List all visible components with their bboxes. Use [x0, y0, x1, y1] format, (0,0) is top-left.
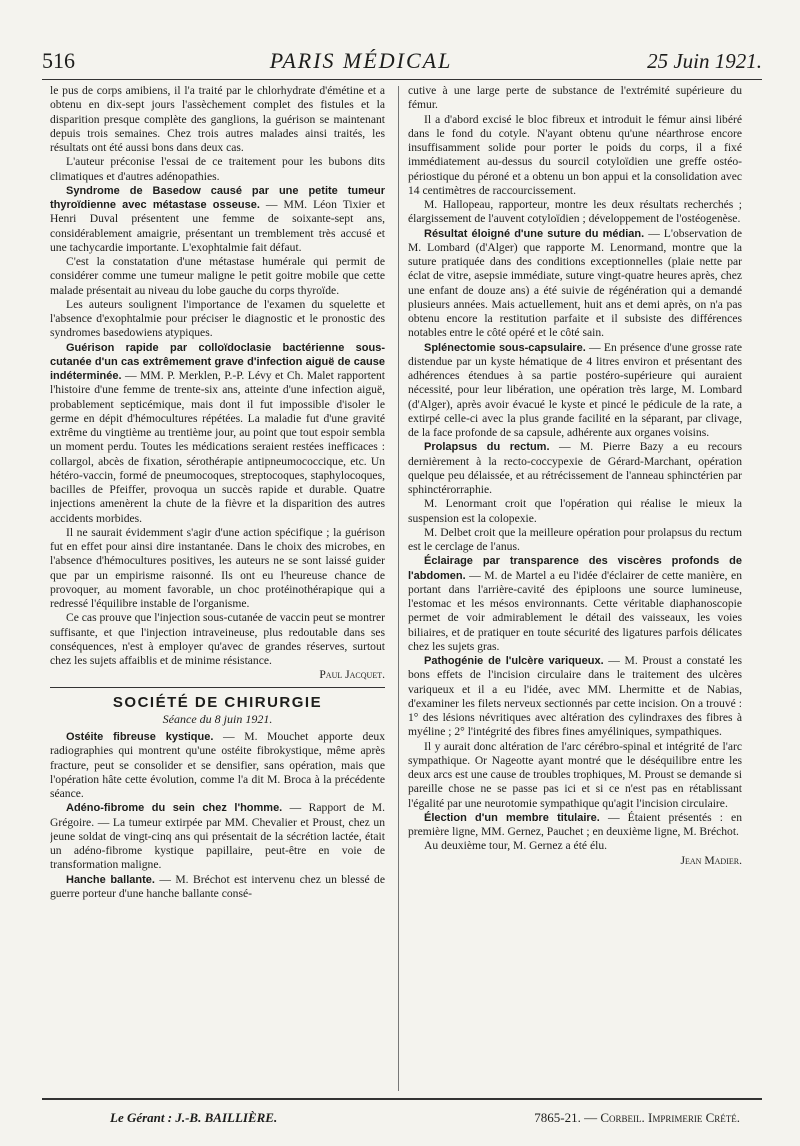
run-in-title: Résultat éloigné d'une suture du médian.: [424, 227, 645, 240]
page-header: [42, 48, 762, 78]
run-in-title: Adéno-fibrome du sein chez l'homme.: [66, 802, 283, 815]
paragraph: Au deuxième tour, M. Gernez a été élu.: [424, 839, 608, 853]
run-in-title: Ostéite fibreuse kystique.: [66, 731, 214, 743]
paragraph: Pathogénie de l'ulcère variqueux. — M. Proust a constaté les bons effets de l'incision circulaire dans le traitement des ulcères variqueux et il a eu l'idée, avec MM. Lhermitte et de Nabias, d'examiner les filets nerveux sectionnés par cette incision. On a trouvé : 1° des lésions névritiques avec altération des cylindraxes des fibres à myéline ; 2° l'intégrité des fibres fines amyéliniques, sympathiques.: [408, 654, 742, 739]
footer-rule: [42, 1098, 762, 1100]
run-in-title: Guérison rapide par colloïdoclasie bactérienne sous-cutanée d'un cas extrêmement grave d'infection aiguë de cause indéterminée.: [50, 341, 385, 382]
paragraph: le pus de corps amibiens, il l'a traité par le chlorhydrate d'émétine et a obtenu en dix-sept jours l'assèchement complet des fistules et la disparition presque complète des ganglions, la guérison se maintenant depuis trois semaines. Chez trois autres malades ainsi traités, les résultats ont été aussi bons dans deux cas.: [50, 84, 385, 154]
paragraph: M. Delbet croit que la meilleure opération pour prolapsus du rectum est le cerclage de l'anus.: [408, 525, 742, 553]
run-in-title: Syndrome de Basedow causé par une petite tumeur thyroïdienne avec métastase osseuse.: [50, 184, 385, 211]
publisher-line: Le Gérant : J.-B. BAILLIÈRE.: [110, 1110, 278, 1125]
column-divider: [398, 86, 399, 1091]
divider: [50, 687, 385, 688]
run-in-title: Prolapsus du rectum.: [424, 441, 550, 454]
paragraph: L'auteur préconise l'essai de ce traitement pour les bubons dits climatiques et d'autres adénopathies.: [50, 155, 385, 183]
header-rule: [42, 79, 762, 80]
paragraph: M. Lenormant croit que l'opération qui réalise le mieux la suspension est la colopexie.: [408, 497, 742, 525]
left-column: [50, 84, 385, 1094]
paragraph: Hanche ballante. — M. Bréchot est intervenu chez un blessé de guerre porteur d'une hanche ballante consé-: [50, 872, 385, 900]
paragraph: Il a d'abord excisé le bloc fibreux et introduit le fémur ainsi libéré dans le fond du cotyle. N'ayant obtenu qu'une néarthrose encore insuffisamment solide pour porter le poids du corps, il a fixé immédiatement au-dessus du sourcil cotyloïdien une greffe ostéo-périostique du péroné et a obtenu un bon appui et la consolidation avec 14 centimètres de raccourcissement.: [408, 112, 742, 197]
run-in-title: Splénectomie sous-capsulaire.: [424, 341, 586, 354]
paragraph: Ce cas prouve que l'injection sous-cutanée de vaccin peut se montrer suffisante, et que l'injection intraveineuse, plus redoutable dans ses conséquences, n'est à employer qu'avec de grandes réserves, surtout chez les sujets affaiblis et de minime résistance.: [50, 611, 385, 667]
paragraph: Syndrome de Basedow causé par une petite tumeur thyroïdienne avec métastase osseuse. — MM. Léon Tixier et Henri Duval présentent une femme de soixante-sept ans, considérablement amaigrie, présentant un tremblement très accusé et une tachycardie importante. L'exophtalmie fait défaut.: [50, 184, 385, 254]
signature: Jean Madier.: [680, 853, 742, 867]
page-number: 516: [42, 48, 75, 73]
section-title: SOCIÉTÉ DE CHIRURGIE: [112, 693, 323, 711]
run-in-title: Éclairage par transparence des viscères profonds de l'abdomen.: [408, 555, 742, 582]
page-footer: [110, 1110, 740, 1126]
printer-line: 7865-21. — Corbeil. Imprimerie Crété.: [534, 1110, 740, 1125]
paragraph: Adéno-fibrome du sein chez l'homme. — Rapport de M. Grégoire. — La tumeur extirpée par MM. Chevalier et Proust, chez un jeune soldat de vingt-cinq ans qui présentait de la sécrétion lactée, était un adéno-fibrome kystique papillaire, peut-être en voie de transformation maligne.: [50, 801, 385, 872]
right-column: [408, 84, 742, 1094]
paragraph: Guérison rapide par colloïdoclasie bactérienne sous-cutanée d'un cas extrêmement grave d'infection aiguë de cause indéterminée. — MM. P. Merklen, P.-P. Lévy et Ch. Malet rapportent l'histoire d'une femme de trente-six ans, atteinte d'une infection aiguë, probablement septicémique, mais dont il fut impossible d'isoler le germe en dépit d'hémocultures répétées. La maladie fut d'une gravité extrême du vingtième au trentième jour, au point que tout espoir sembla un moment perdu. Toutes les médications seraient restées inefficaces : collargol, abcès de fixation, sérothérapie antipneumococcique, etc. Un hétéro-vaccin, formé de pneumocoques, streptocoques, staphylocoques, bacilles de Pfeiffer, provoqua un succès rapide et durable. Quatre injections amenèrent la chute de la fièvre et la disparition des autres accidents morbides.: [50, 341, 385, 525]
issue-date: 25 Juin 1921.: [647, 49, 762, 73]
run-in-title: Pathogénie de l'ulcère variqueux.: [424, 655, 604, 667]
paragraph: Ostéite fibreuse kystique. — M. Mouchet apporte deux radiographies qui montrent qu'une ostéite fibrokystique, même après fracture, peut se consolider et se densifier, sans opération, mais que l'opération hâte cette évolution, comme l'a dit M. Broca à la précédente séance.: [50, 730, 385, 800]
paragraph: Splénectomie sous-capsulaire. — En présence d'une grosse rate distendue par un kyste hématique de 4 litres environ et présentant des adhérences étendues à sa partie postéro-supérieure qui auraient nécessité, pour leur libération, une opération très large, M. Lombard (d'Alger), après avoir évacué le kyste et pincé le pédicule de la rate, a extirpé celle-ci avec la plus grande facilité en la séparant, par clivage, de la face profonde de sa capsule, adhérente aux organes voisins.: [408, 340, 742, 439]
paragraph: Prolapsus du rectum. — M. Pierre Bazy a eu recours dernièrement à la recto-coccypexie de Gérard-Marchant, opération quelque peu délaissée, et au rétrécissement de l'anneau sphinctérien par sphinctérorraphie.: [408, 440, 742, 496]
paragraph: Élection d'un membre titulaire. — Étaient présentés : en première ligne, MM. Gernez, Pauchet ; en deuxième ligne, M. Bréchot.: [408, 810, 742, 838]
paragraph: Les auteurs soulignent l'importance de l'examen du squelette et l'absence d'exophtalmie pour préciser le diagnostic et le pronostic des syndromes basedowiens atypiques.: [50, 297, 385, 340]
run-in-title: Hanche ballante.: [66, 873, 155, 886]
paragraph: M. Hallopeau, rapporteur, montre les deux résultats recherchés ; élargissement de l'auvent cotyloïdien ; développement de l'ostéogenèse.: [408, 198, 742, 226]
paragraph: cutive à une large perte de substance de l'extrémité supérieure du fémur.: [408, 84, 742, 112]
paragraph: Éclairage par transparence des viscères profonds de l'abdomen. — M. de Martel a eu l'idée d'éclairer de cette manière, en portant dans l'arrière-cavité des épiploons une source lumineuse, l'estomac et les mésos environnants. Cette véritable diaphanoscopie permet de voir admirablement le détail des vaisseaux, les voies biliaires, et de pratiquer en toute sécurité des ligatures parfois délicates chez les sujets gras.: [408, 555, 742, 653]
paragraph: Il y aurait donc altération de l'arc cérébro-spinal et intégrité de l'arc sympathique. Or Nageotte ayant montré que le déséquilibre entre les deux arcs est une cause de troubles trophiques, M. Proust se demande si pareille chose ne se passe pas ici et si ce n'est pas en rétablissant l'égalité par une neurotomie sympathique qu'agit l'incision circulaire.: [408, 739, 742, 810]
paragraph: Résultat éloigné d'une suture du médian. — L'observation de M. Lombard (d'Alger) que rapporte M. Lenormand, montre que la suture pratiquée dans des conditions exceptionnelles (plaie nette par éclat de vitre, asepsie immédiate, suture vingt-quatre heures après, chez une enfant de douze ans) a été suivie de régénération qui a demandé plusieurs années. Mais actuellement, huit ans et demi après, on n'a pas obtenu encore la restitution parfaite et il subsiste des différences notables entre le côté opéré et le côté sain.: [408, 226, 742, 340]
paragraph: C'est la constatation d'une métastase humérale qui permit de considérer comme une tumeur maligne le petit goitre mobile que cette malade présentait au niveau du lobe gauche du corps thyroïde.: [50, 255, 385, 297]
section-subtitle: Séance du 8 juin 1921.: [162, 711, 273, 726]
signature: Paul Jacquet.: [319, 668, 385, 682]
paragraph: Il ne saurait évidemment s'agir d'une action spécifique ; la guérison fut en effet pour ainsi dire instantanée. Dans le choix des microbes, en l'absence d'hémocultures positives, les auteurs ne se sont laissé guider que par un empirisme raisonné. Ils ont eu l'heureuse chance de provoquer, au moment favorable, un choc protéinothérapique qui a redressé l'équilibre instable de l'organisme.: [50, 525, 385, 610]
journal-title: PARIS MÉDICAL: [269, 48, 453, 73]
run-in-title: Élection d'un membre titulaire.: [424, 811, 600, 824]
